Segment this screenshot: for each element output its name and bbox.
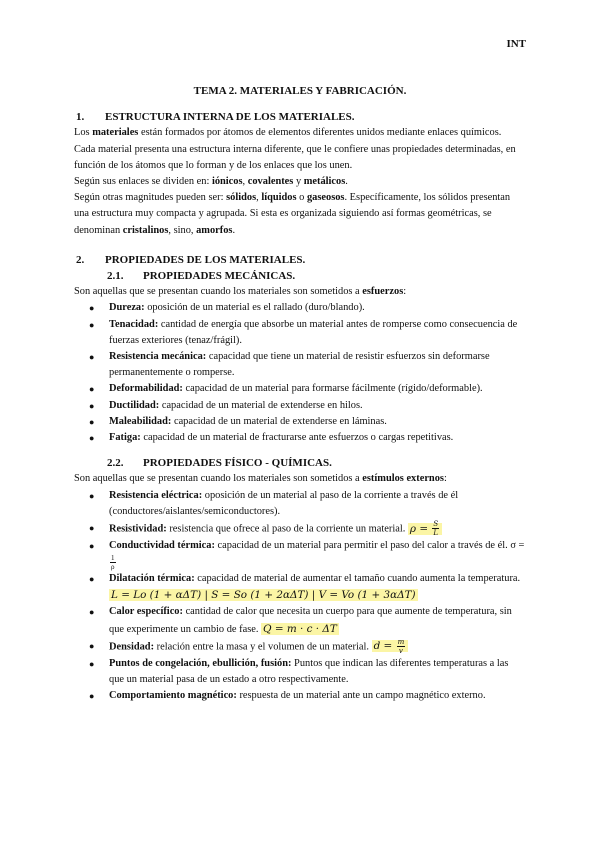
list-item: ● Ductilidad: capacidad de un material de extenderse en hilos. — [74, 398, 526, 414]
list-item: ● Resistencia mecánica: capacidad que tiene un material de resistir esfuerzos sin deformarse permanentemente o romperse. — [89, 351, 490, 379]
list-item: ● Densidad: relación entre la masa y el volumen de un material. d = $\frac{m}{v}$ — [74, 638, 526, 656]
bullet-icon: ● — [89, 384, 95, 395]
bullet-icon: ● — [89, 640, 95, 651]
header-code: INT — [506, 38, 526, 50]
list-item: ● Dureza: oposición de un material es el rallado (duro/blando). — [74, 300, 526, 316]
mechanical-properties-list — [74, 300, 526, 446]
bullet-icon: ● — [89, 540, 95, 551]
list-item: ● Conductividad térmica: capacidad de un material para permitir el paso del calor a través de él. σ = $\frac{1}{\rho}$ — [89, 539, 525, 571]
resistivity-formula: ρ = $\frac{S}{L}$ — [408, 523, 442, 535]
paragraph: Según otras magnitudes pueden ser: sólidos, líquidos o gaseosos. Específicamente, los sólidos presentan una estructura muy compacta y agrupada. Si esta es organizada siguiendo así formas geométricas, se denominan cristalinos, sino, amorfos. — [74, 192, 511, 236]
subsection-title: PROPIEDADES MECÁNICAS. — [143, 270, 296, 283]
paragraph: Son aquellas que se presentan cuando los materiales son sometidos a estímulos externos: — [74, 473, 447, 485]
list-item: ● Resistividad: resistencia que ofrece al paso de la corriente un material. ρ = $\frac{S}{L}$ — [74, 520, 526, 538]
subsection-number: 2.2. — [107, 457, 124, 470]
conductivity-formula: $\frac{1}{\rho}$ — [111, 553, 115, 571]
density-formula: d = $\frac{m}{v}$ — [372, 640, 409, 652]
section-title: ESTRUCTURA INTERNA DE LOS MATERIALES. — [105, 111, 355, 124]
bullet-icon: ● — [89, 607, 95, 618]
bullet-icon: ● — [89, 400, 95, 411]
bullet-icon: ● — [89, 433, 95, 444]
list-item: ● Calor específico: cantidad de calor que necesita un cuerpo para que aumente de temperatura, sin que experimente un cambio de fase. Q = m · c · ΔT — [89, 606, 512, 635]
list-item: ● Tenacidad: cantidad de energía que absorbe un material antes de romperse como consecuencia de fuerzas exteriores (tenaz/frágil). — [89, 318, 518, 346]
paragraph: Los materiales están formados por átomos de elementos diferentes unidos mediante enlaces químicos. — [74, 127, 502, 139]
bullet-icon: ● — [89, 319, 95, 330]
section-title: PROPIEDADES DE LOS MATERIALES. — [105, 253, 306, 266]
paragraph: Cada material presenta una estructura interna diferente, que le confiere unas propiedades determinadas, en función de los átomos que lo forman y de los enlaces que los unen. — [74, 143, 516, 171]
bullet-icon: ● — [89, 416, 95, 427]
document-title: TEMA 2. MATERIALES Y FABRICACIÓN. — [193, 85, 407, 97]
bullet-icon: ● — [89, 523, 95, 534]
subsection-2-2-heading — [74, 455, 526, 471]
list-item: ● Dilatación térmica: capacidad de material de aumentar el tamaño cuando aumenta la temperatura. L = Lo (1 + αΔT) | S = So (1 + 2αΔT) | V = Vo (1 + 3αΔT) — [89, 573, 521, 602]
section-number: 1. — [76, 111, 85, 124]
subsection-2-1-heading — [74, 268, 526, 284]
bullet-icon: ● — [89, 490, 95, 501]
section-1-heading — [74, 109, 526, 125]
list-item: ● Maleabilidad: capacidad de un material de extenderse en láminas. — [74, 414, 526, 430]
document-page — [74, 83, 526, 704]
list-item: ● Comportamiento magnético: respuesta de un material ante un campo magnético externo. — [74, 688, 526, 704]
bullet-icon: ● — [89, 658, 95, 669]
list-item: ● Deformabilidad: capacidad de un material para formarse fácilmente (rígido/deformable). — [74, 381, 526, 397]
section-2-heading — [74, 252, 526, 268]
dilatation-formula: L = Lo (1 + αΔT) | S = So (1 + 2αΔT) | V = Vo (1 + 3αΔT) — [111, 589, 416, 602]
list-item: ● Resistencia eléctrica: oposición de un material al paso de la corriente a través de él (conductores/aislantes/semiconductores). — [89, 489, 459, 517]
bullet-icon: ● — [89, 303, 95, 314]
paragraph: Según sus enlaces se dividen en: iónicos, covalentes y metálicos. — [74, 176, 348, 188]
bullet-icon: ● — [89, 352, 95, 363]
specific-heat-formula: Q = m · c · ΔT — [263, 622, 337, 635]
section-number: 2. — [76, 253, 85, 266]
bullet-icon: ● — [89, 574, 95, 585]
subsection-number: 2.1. — [107, 270, 124, 283]
paragraph: Son aquellas que se presentan cuando los materiales son sometidos a esfuerzos: — [74, 286, 407, 298]
subsection-title: PROPIEDADES FÍSICO - QUÍMICAS. — [143, 457, 332, 470]
list-item: ● Puntos de congelación, ebullición, fusión: Puntos que indican las diferentes temperaturas a las que un material pasa de un estado a otro respectivamente. — [89, 657, 509, 685]
bullet-icon: ● — [89, 691, 95, 701]
physicochemical-properties-list — [74, 488, 526, 705]
list-item: ● Fatiga: capacidad de un material de fracturarse ante esfuerzos o cargas repetitivas. — [74, 430, 526, 446]
